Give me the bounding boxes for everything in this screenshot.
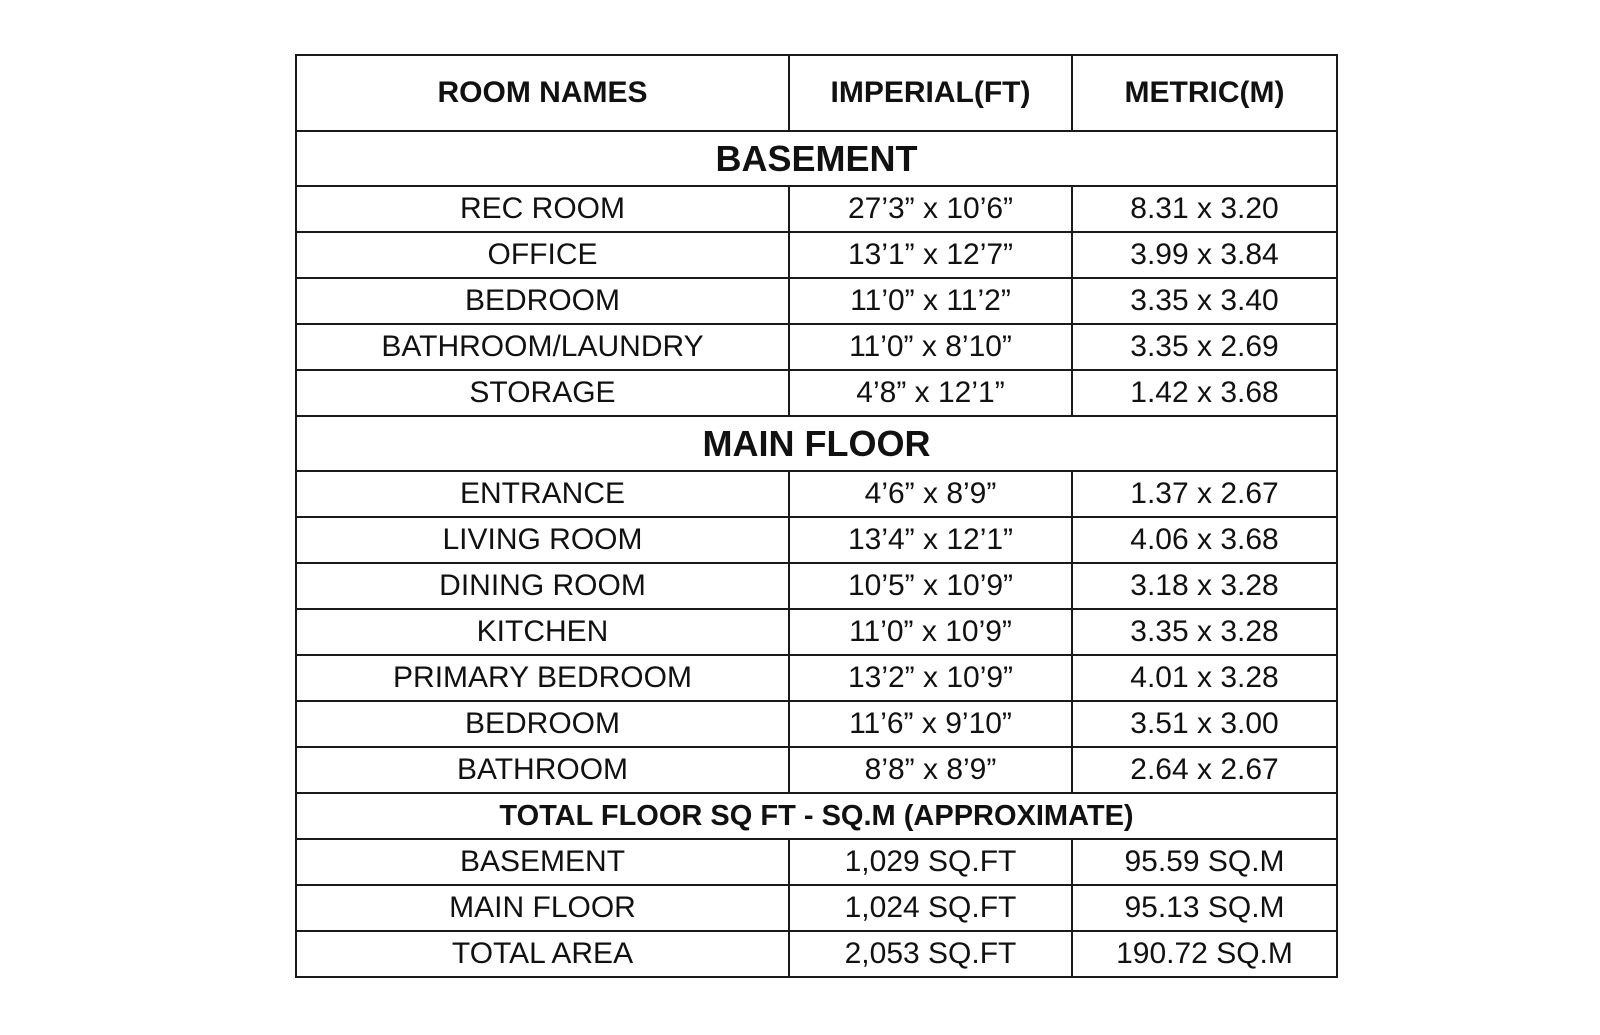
total-metric: 95.13 SQ.M [1072, 885, 1337, 931]
room-metric: 3.51 x 3.00 [1072, 701, 1337, 747]
room-imperial: 11’0” x 8’10” [789, 324, 1072, 370]
room-imperial: 8’8” x 8’9” [789, 747, 1072, 793]
total-name: MAIN FLOOR [296, 885, 789, 931]
section-title-totals: TOTAL FLOOR SQ FT - SQ.M (APPROXIMATE) [296, 793, 1337, 839]
room-name: ENTRANCE [296, 471, 789, 517]
room-name: OFFICE [296, 232, 789, 278]
section-title-main-floor: MAIN FLOOR [296, 416, 1337, 471]
table-row [296, 471, 1337, 517]
room-metric: 3.35 x 3.28 [1072, 609, 1337, 655]
room-metric: 4.06 x 3.68 [1072, 517, 1337, 563]
room-imperial: 27’3” x 10’6” [789, 186, 1072, 232]
room-name: KITCHEN [296, 609, 789, 655]
section-basement [296, 131, 1337, 186]
total-imperial: 2,053 SQ.FT [789, 931, 1072, 977]
room-imperial: 4’8” x 12’1” [789, 370, 1072, 416]
room-name: BATHROOM/LAUNDRY [296, 324, 789, 370]
table-row [296, 370, 1337, 416]
room-name: PRIMARY BEDROOM [296, 655, 789, 701]
room-name: REC ROOM [296, 186, 789, 232]
total-name: BASEMENT [296, 839, 789, 885]
section-title-basement: BASEMENT [296, 131, 1337, 186]
room-imperial: 10’5” x 10’9” [789, 563, 1072, 609]
room-metric: 1.42 x 3.68 [1072, 370, 1337, 416]
room-imperial: 11’0” x 10’9” [789, 609, 1072, 655]
header-imperial: IMPERIAL(FT) [789, 55, 1072, 131]
room-metric: 2.64 x 2.67 [1072, 747, 1337, 793]
room-name: STORAGE [296, 370, 789, 416]
table-row [296, 232, 1337, 278]
table-row [296, 839, 1337, 885]
room-name: BEDROOM [296, 278, 789, 324]
total-name: TOTAL AREA [296, 931, 789, 977]
table-row [296, 655, 1337, 701]
table-header-row [296, 55, 1337, 131]
room-imperial: 11’6” x 9’10” [789, 701, 1072, 747]
table-row [296, 701, 1337, 747]
room-metric: 8.31 x 3.20 [1072, 186, 1337, 232]
room-dimensions-table [295, 54, 1338, 978]
table-row [296, 747, 1337, 793]
table-row [296, 517, 1337, 563]
room-metric: 3.35 x 2.69 [1072, 324, 1337, 370]
room-imperial: 13’2” x 10’9” [789, 655, 1072, 701]
header-room-names: ROOM NAMES [296, 55, 789, 131]
room-metric: 3.35 x 3.40 [1072, 278, 1337, 324]
table-row [296, 931, 1337, 977]
table-row [296, 278, 1337, 324]
room-imperial: 11’0” x 11’2” [789, 278, 1072, 324]
total-metric: 190.72 SQ.M [1072, 931, 1337, 977]
section-main-floor [296, 416, 1337, 471]
table-row [296, 186, 1337, 232]
room-metric: 3.18 x 3.28 [1072, 563, 1337, 609]
room-name: BEDROOM [296, 701, 789, 747]
table-row [296, 324, 1337, 370]
total-imperial: 1,029 SQ.FT [789, 839, 1072, 885]
room-metric: 4.01 x 3.28 [1072, 655, 1337, 701]
room-name: BATHROOM [296, 747, 789, 793]
room-metric: 1.37 x 2.67 [1072, 471, 1337, 517]
room-imperial: 4’6” x 8’9” [789, 471, 1072, 517]
total-metric: 95.59 SQ.M [1072, 839, 1337, 885]
room-name: DINING ROOM [296, 563, 789, 609]
header-metric: METRIC(M) [1072, 55, 1337, 131]
room-name: LIVING ROOM [296, 517, 789, 563]
total-imperial: 1,024 SQ.FT [789, 885, 1072, 931]
table-row [296, 885, 1337, 931]
room-imperial: 13’4” x 12’1” [789, 517, 1072, 563]
table-row [296, 563, 1337, 609]
section-totals [296, 793, 1337, 839]
room-metric: 3.99 x 3.84 [1072, 232, 1337, 278]
table-row [296, 609, 1337, 655]
room-imperial: 13’1” x 12’7” [789, 232, 1072, 278]
